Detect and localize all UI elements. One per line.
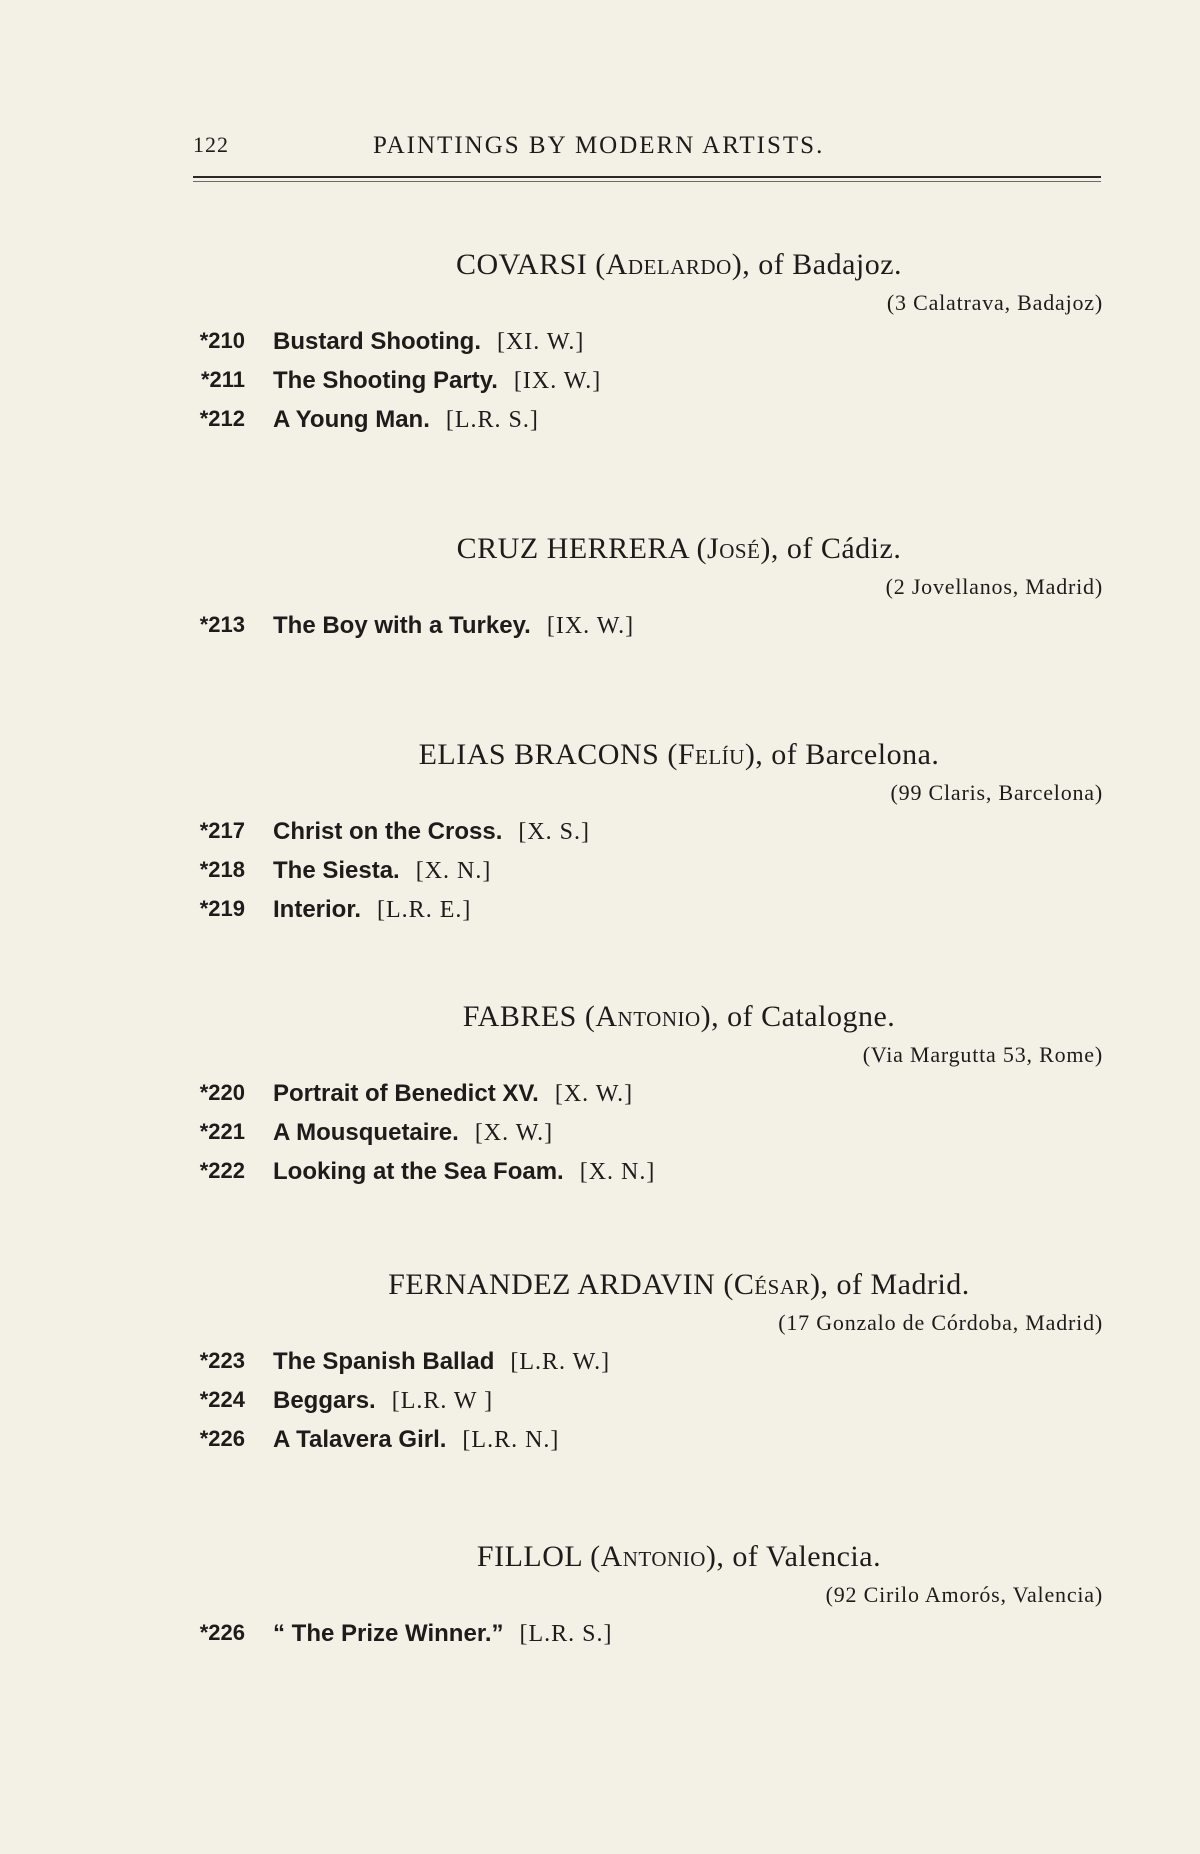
artist-heading — [255, 738, 1103, 772]
artist-forename: César — [733, 1268, 811, 1301]
entry-list — [185, 612, 1103, 651]
artist-surname: FILLOL — [476, 1540, 583, 1573]
artist-address: (99 Claris, Barcelona) — [890, 780, 1103, 805]
entry-number: *211 — [200, 367, 245, 392]
artist-surname: ELIAS BRACONS — [418, 738, 660, 771]
running-title: PAINTINGS BY MODERN ARTISTS. — [373, 132, 825, 159]
entry-number: *212 — [199, 406, 245, 431]
entry-title: The Boy with a Turkey. [IX. W.] — [273, 612, 635, 639]
artist-origin: ), of Catalogne. — [700, 1000, 896, 1033]
entry-title: Portrait of Benedict XV. [X. W.] — [273, 1080, 634, 1107]
entry-location: [L.R. E.] — [377, 897, 472, 923]
artist-section — [185, 532, 1103, 651]
catalogue-entry — [185, 1080, 1103, 1119]
entry-title: The Shooting Party. [IX. W.] — [273, 367, 602, 394]
artist-surname: FERNANDEZ ARDAVIN — [388, 1268, 716, 1301]
artist-paren: ( — [576, 1000, 596, 1033]
artist-origin: ), of Cádiz. — [760, 532, 902, 565]
catalogue-entry — [185, 612, 1103, 651]
entry-title: A Talavera Girl. [L.R. N.] — [273, 1426, 560, 1453]
artist-paren: ( — [688, 532, 708, 565]
entry-location: [X. W.] — [474, 1120, 554, 1146]
entry-list — [185, 818, 1103, 935]
artist-section — [185, 1268, 1103, 1465]
artist-surname: CRUZ HERRERA — [456, 532, 689, 565]
artist-paren: ( — [587, 248, 606, 281]
entry-location: [X. N.] — [579, 1159, 656, 1185]
artist-forename: Felíu — [677, 738, 745, 771]
entry-number: *226 — [199, 1620, 245, 1645]
catalogue-entry — [185, 1387, 1103, 1426]
entry-title: Interior. [L.R. E.] — [273, 896, 472, 923]
artist-surname: FABRES — [462, 1000, 577, 1033]
artist-heading — [255, 1540, 1103, 1574]
entry-title: Beggars. [L.R. W ] — [273, 1387, 494, 1414]
entry-location: [L.R. N.] — [462, 1427, 560, 1453]
artist-paren: ( — [582, 1540, 601, 1573]
catalogue-entry — [185, 1348, 1103, 1387]
artist-heading — [255, 532, 1103, 566]
artist-address: (2 Jovellanos, Madrid) — [885, 574, 1103, 599]
artist-forename: Antonio — [595, 1000, 701, 1033]
artist-origin: ), of Badajoz. — [731, 248, 903, 281]
entry-list — [185, 1080, 1103, 1197]
entry-title: A Mousquetaire. [X. W.] — [273, 1119, 554, 1146]
catalogue-entry — [185, 406, 1103, 445]
entry-number: *220 — [199, 1080, 245, 1105]
entry-location: [L.R. S.] — [445, 407, 539, 433]
artist-forename: José — [707, 532, 761, 565]
artist-address: (92 Cirilo Amorós, Valencia) — [825, 1582, 1103, 1607]
catalogue-entry — [185, 1158, 1103, 1197]
entry-title: Looking at the Sea Foam. [X. N.] — [273, 1158, 656, 1185]
catalogue-entry — [185, 367, 1103, 406]
entry-location: [L.R. W.] — [510, 1349, 611, 1375]
artist-heading — [255, 248, 1103, 282]
artist-paren: ( — [715, 1268, 734, 1301]
entry-title: Bustard Shooting. [XI. W.] — [273, 328, 585, 355]
entry-location: [L.R. S.] — [519, 1621, 613, 1647]
header-rule — [193, 176, 1101, 178]
catalogue-entry — [185, 328, 1103, 367]
artist-address: (17 Gonzalo de Córdoba, Madrid) — [778, 1310, 1103, 1335]
page-header — [193, 132, 1100, 166]
artist-origin: ), of Valencia. — [705, 1540, 882, 1573]
catalogue-entry — [185, 857, 1103, 896]
entry-title: “ The Prize Winner.” [L.R. S.] — [273, 1620, 613, 1647]
entry-number: *219 — [199, 896, 245, 921]
entry-list — [185, 328, 1103, 445]
artist-address: (Via Margutta 53, Rome) — [862, 1042, 1103, 1067]
artist-heading — [255, 1268, 1103, 1302]
entry-location: [XI. W.] — [496, 329, 585, 355]
entry-location: [IX. W.] — [546, 613, 635, 639]
artist-forename: Antonio — [600, 1540, 706, 1573]
artist-section — [185, 1000, 1103, 1197]
entry-number: *224 — [199, 1387, 245, 1412]
artist-paren: ( — [659, 738, 678, 771]
entry-number: *217 — [199, 818, 245, 843]
artist-forename: Adelardo — [605, 248, 732, 281]
entry-number: *223 — [199, 1348, 245, 1373]
entry-title: Christ on the Cross. [X. S.] — [273, 818, 591, 845]
entry-location: [X. W.] — [554, 1081, 634, 1107]
entry-number: *221 — [199, 1119, 245, 1144]
entry-location: [IX. W.] — [513, 368, 602, 394]
entry-number: *210 — [199, 328, 245, 353]
header-rule-thin — [193, 181, 1101, 182]
entry-list — [185, 1348, 1103, 1465]
catalogue-entry — [185, 896, 1103, 935]
entry-title: The Siesta. [X. N.] — [273, 857, 492, 884]
artist-surname: COVARSI — [455, 248, 588, 281]
entry-location: [X. S.] — [518, 819, 591, 845]
entry-number: *218 — [199, 857, 245, 882]
entry-number: *213 — [199, 612, 245, 637]
artist-origin: ), of Madrid. — [810, 1268, 970, 1301]
entry-number: *222 — [199, 1158, 245, 1183]
entry-title: The Spanish Ballad [L.R. W.] — [273, 1348, 611, 1375]
entry-list — [185, 1620, 1103, 1659]
artist-origin: ), of Barcelona. — [744, 738, 940, 771]
catalogue-entry — [185, 818, 1103, 857]
artist-heading — [255, 1000, 1103, 1034]
entry-location: [X. N.] — [415, 858, 492, 884]
page-number: 122 — [193, 132, 229, 157]
artist-section — [185, 1540, 1103, 1659]
artist-address: (3 Calatrava, Badajoz) — [886, 290, 1103, 315]
catalogue-entry — [185, 1119, 1103, 1158]
catalogue-entry — [185, 1620, 1103, 1659]
entry-location: [L.R. W ] — [391, 1388, 494, 1414]
artist-section — [185, 248, 1103, 445]
catalogue-entry — [185, 1426, 1103, 1465]
entry-number: *226 — [199, 1426, 245, 1451]
entry-title: A Young Man. [L.R. S.] — [273, 406, 539, 433]
artist-section — [185, 738, 1103, 935]
